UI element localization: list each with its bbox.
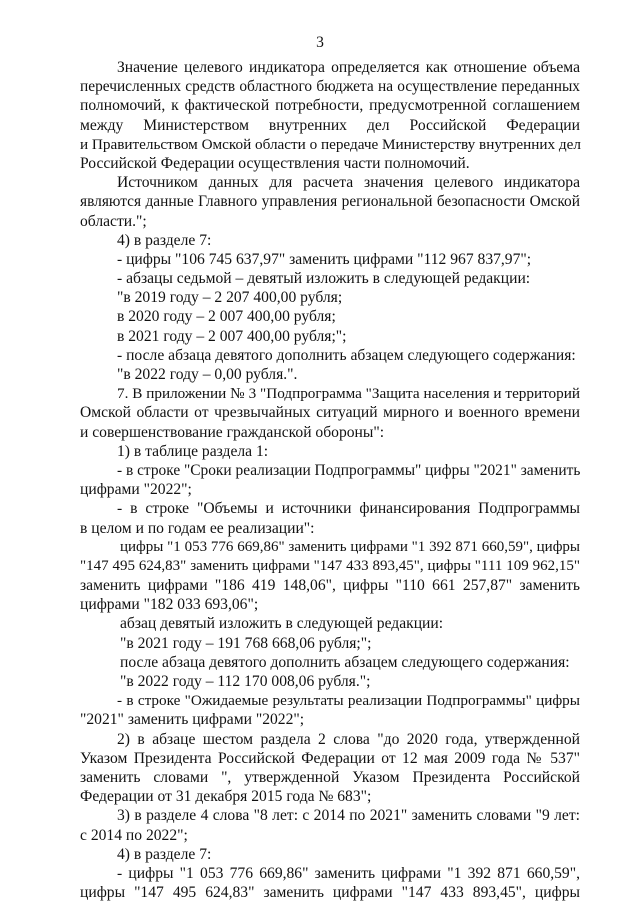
text-line: "147 495 624,83" заменить цифрами "147 433 893,45", цифры "111 109 962,15" [80, 557, 580, 574]
text-line: - абзацы седьмой – девятый изложить в следующей редакции: [117, 270, 531, 288]
text-line: - в строке "Сроки реализации Подпрограммы" цифры "2021" заменить [117, 461, 581, 479]
text-line: Российской Федерации осуществления части полномочий. [80, 154, 470, 172]
text-line: - цифры "1 053 776 669,86" заменить цифрами "1 392 871 660,59", [117, 864, 580, 882]
text-line: 1) в таблице раздела 1: [117, 442, 269, 460]
text-line: Омской области от чрезвычайных ситуаций мирного и военного времени [80, 404, 580, 422]
text-line: Указом Президента Российской Федерации от 12 мая 2009 года № 537" [80, 749, 580, 767]
page-number: 3 [316, 34, 324, 51]
text-line: 4) в разделе 7: [117, 231, 212, 249]
text-line: в 2021 году – 2 007 400,00 рубля;"; [117, 327, 347, 345]
text-line: "в 2019 году – 2 207 400,00 рубля; [117, 289, 343, 307]
text-line: цифрами "182 033 693,06"; [80, 596, 259, 614]
text-line: - в строке "Ожидаемые результаты реализации Подпрограммы" цифры [117, 692, 580, 710]
text-line: "в 2021 году – 191 768 668,06 рубля;"; [120, 634, 372, 652]
document-body [80, 58, 580, 902]
text-line: абзац девятый изложить в следующей редакции: [120, 615, 444, 633]
text-line: Федерации от 31 декабря 2015 года № 683"; [80, 788, 372, 806]
text-line: цифры "1 053 776 669,86" заменить цифрами "1 392 871 660,59", цифры [120, 538, 580, 555]
text-line: и совершенствование гражданской обороны": [80, 423, 385, 441]
text-line: - после абзаца девятого дополнить абзацем следующего содержания: [117, 346, 576, 364]
text-line: перечисленных средств областного бюджета на осуществление переданных [80, 78, 580, 96]
text-line: "в 2022 году – 112 170 008,06 рубля."; [120, 673, 371, 690]
text-line: - в строке "Объемы и источники финансирования Подпрограммы [117, 500, 580, 518]
text-line: между Министерством внутренних дел Российской Федерации [80, 116, 580, 134]
text-line: 2) в абзаце шестом раздела 2 слова "до 2020 года, утвержденной [117, 730, 580, 748]
text-line: области."; [80, 212, 147, 230]
text-line: цифрами "2022"; [80, 481, 192, 499]
text-line: - цифры "106 745 637,97" заменить цифрами "112 967 837,97"; [117, 250, 532, 268]
text-line: цифры "147 495 624,83" заменить цифрами "147 433 893,45", цифры [80, 884, 580, 902]
text-line: в целом и по годам ее реализации": [80, 519, 315, 537]
text-line: "2021" заменить цифрами "2022"; [80, 711, 305, 729]
text-line: и Правительством Омской области о передаче Министерству внутренних дел [80, 135, 581, 153]
text-line: 3) в разделе 4 слова "8 лет: с 2014 по 2021" заменить словами "9 лет: [117, 807, 580, 825]
text-line: Значение целевого индикатора определяется как отношение объема [117, 59, 580, 76]
text-line: заменить словами ", утвержденной Указом Президента Российской [80, 768, 580, 786]
text-line: полномочий, к фактической потребности, предусмотренной соглашением [80, 97, 580, 115]
text-line: в 2020 году – 2 007 400,00 рубля; [117, 308, 336, 326]
text-line: 4) в разделе 7: [117, 845, 212, 863]
text-line: после абзаца девятого дополнить абзацем следующего содержания: [120, 653, 570, 671]
text-line: 7. В приложении № 3 "Подпрограмма "Защита населения и территорий [117, 385, 580, 403]
text-line: с 2014 по 2022"; [80, 826, 188, 844]
text-line: Источником данных для расчета значения целевого индикатора [117, 174, 580, 192]
text-line: являются данные Главного управления региональной безопасности Омской [80, 193, 580, 211]
text-line: "в 2022 году – 0,00 рубля.". [117, 366, 298, 383]
text-line: заменить цифрами "186 419 148,06", цифры "110 661 257,87" заменить [80, 577, 580, 595]
